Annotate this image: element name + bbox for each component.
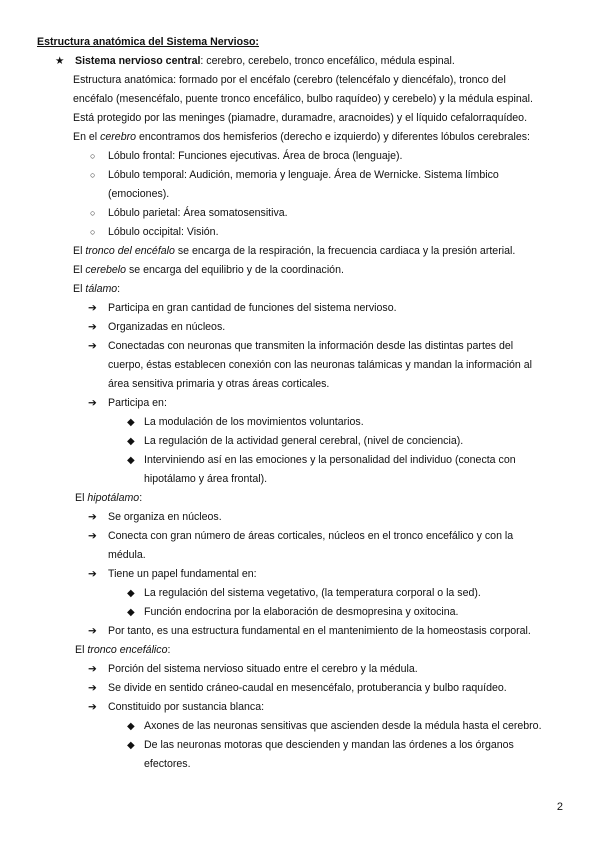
list-item: ➔ Participa en: <box>0 394 600 413</box>
list-item: ◆ La regulación del sistema vegetativo, (la temperatura corporal o la sed). <box>0 584 600 603</box>
arrow-bullet-icon: ➔ <box>88 701 97 713</box>
paragraph-line: Está protegido por las meninges (piamadre, duramadre, aracnoides) y el líquido cefalorraquídeo. <box>73 112 528 124</box>
list-item: ○ Lóbulo parietal: Área somatosensitiva. <box>0 204 600 223</box>
list-item: ➔ Conecta con gran número de áreas corticales, núcleos en el tronco encefálico y con la <box>0 527 600 546</box>
list-item: ➔ Porción del sistema nervioso situado entre el cerebro y la médula. <box>0 660 600 679</box>
list-item: ◆ Interviniendo así en las emociones y la personalidad del individuo (conecta con <box>0 451 600 470</box>
arrow-bullet-icon: ➔ <box>88 682 97 694</box>
page-number: 2 <box>556 801 563 813</box>
circle-bullet-icon: ○ <box>90 227 96 237</box>
diamond-bullet-icon: ◆ <box>127 740 135 751</box>
list-item-continuation: cuerpo, éstas establecen conexión con las neuronas talámicas y mandan la información al <box>108 359 532 371</box>
section-heading: El hipotálamo: <box>75 492 143 504</box>
list-item: ➔ Se divide en sentido cráneo-caudal en mesencéfalo, protuberancia y bulbo raquídeo. <box>0 679 600 698</box>
list-item: ◆ La modulación de los movimientos voluntarios. <box>0 413 600 432</box>
arrow-bullet-icon: ➔ <box>88 340 97 352</box>
paragraph-line: encéfalo (mesencéfalo, puente tronco encefálico, bulbo raquídeo) y cerebelo) y la médula espinal. <box>73 93 533 105</box>
list-item-continuation: área sensitiva primaria y otras áreas corticales. <box>108 378 330 390</box>
list-item-continuation: médula. <box>108 549 146 561</box>
arrow-bullet-icon: ➔ <box>88 511 97 523</box>
list-item: ➔ Tiene un papel fundamental en: <box>0 565 600 584</box>
circle-bullet-icon: ○ <box>90 151 96 161</box>
list-item: ◆ De las neuronas motoras que descienden y mandan las órdenes a los órganos <box>0 736 600 755</box>
paragraph-line: Estructura anatómica: formado por el encéfalo (cerebro (telencéfalo y diencéfalo), tronco del <box>73 74 506 86</box>
circle-bullet-icon: ○ <box>90 208 96 218</box>
section-heading: El tronco encefálico: <box>75 644 171 656</box>
list-item-continuation: (emociones). <box>108 188 170 200</box>
content-body <box>0 52 600 774</box>
list-item-continuation: efectores. <box>144 758 191 770</box>
circle-bullet-icon: ○ <box>90 170 96 180</box>
list-item: ➔ Conectadas con neuronas que transmiten la información desde las distintas partes del <box>0 337 600 356</box>
diamond-bullet-icon: ◆ <box>127 417 135 428</box>
list-item: ★ Sistema nervioso central: cerebro, cerebelo, tronco encefálico, médula espinal. <box>0 52 600 71</box>
diamond-bullet-icon: ◆ <box>127 436 135 447</box>
arrow-bullet-icon: ➔ <box>88 568 97 580</box>
section-heading: El tálamo: <box>73 283 121 295</box>
arrow-bullet-icon: ➔ <box>88 321 97 333</box>
list-item: ➔ Organizadas en núcleos. <box>0 318 600 337</box>
arrow-bullet-icon: ➔ <box>88 625 97 637</box>
diamond-bullet-icon: ◆ <box>127 455 135 466</box>
star-icon: ★ <box>55 55 65 67</box>
diamond-bullet-icon: ◆ <box>127 588 135 599</box>
list-item: ○ Lóbulo temporal: Audición, memoria y lenguaje. Área de Wernicke. Sistema límbico <box>0 166 600 185</box>
diamond-bullet-icon: ◆ <box>127 721 135 732</box>
list-item: ➔ Se organiza en núcleos. <box>0 508 600 527</box>
list-item: ◆ La regulación de la actividad general cerebral, (nivel de conciencia). <box>0 432 600 451</box>
list-item: ◆ Axones de las neuronas sensitivas que ascienden desde la médula hasta el cerebro. <box>0 717 600 736</box>
list-item: ➔ Constituido por sustancia blanca: <box>0 698 600 717</box>
paragraph-line: El cerebelo se encarga del equilibrio y de la coordinación. <box>73 264 344 276</box>
paragraph-line: El tronco del encéfalo se encarga de la respiración, la frecuencia cardiaca y la presión arterial. <box>73 245 516 257</box>
list-item: ➔ Por tanto, es una estructura fundamental en el mantenimiento de la homeostasis corporal. <box>0 622 600 641</box>
arrow-bullet-icon: ➔ <box>88 397 97 409</box>
arrow-bullet-icon: ➔ <box>88 663 97 675</box>
list-item: ➔ Participa en gran cantidad de funciones del sistema nervioso. <box>0 299 600 318</box>
list-item: ◆ Función endocrina por la elaboración de desmopresina y oxitocina. <box>0 603 600 622</box>
page-title: Estructura anatómica del Sistema Nervioso: <box>37 36 259 48</box>
arrow-bullet-icon: ➔ <box>88 530 97 542</box>
paragraph-line: En el cerebro encontramos dos hemisferios (derecho e izquierdo) y diferentes lóbulos cerebrales: <box>73 131 530 143</box>
list-item: ○ Lóbulo occipital: Visión. <box>0 223 600 242</box>
list-item: ○ Lóbulo frontal: Funciones ejecutivas. Área de broca (lenguaje). <box>0 147 600 166</box>
diamond-bullet-icon: ◆ <box>127 607 135 618</box>
list-item-continuation: hipotálamo y área frontal). <box>144 473 268 485</box>
arrow-bullet-icon: ➔ <box>88 302 97 314</box>
